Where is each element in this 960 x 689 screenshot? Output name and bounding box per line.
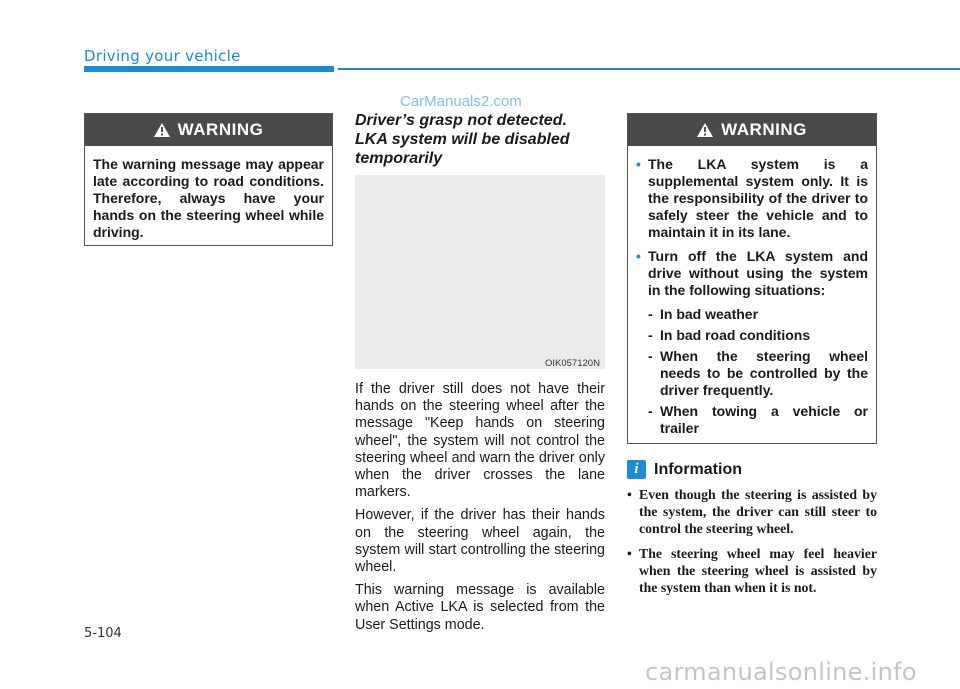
information-header [627, 460, 742, 479]
warning-title: WARNING [177, 120, 264, 139]
warning-triangle-icon [697, 123, 713, 137]
sub-item-text: In bad road conditions [660, 327, 811, 343]
paragraph: If the driver still does not have their hands on the steering wheel after the message "Keep hands on steering wheel", the system will not control the steering wheel and warn the driver only when the driver crosses the lane markers. [355, 381, 605, 501]
sub-item-text: When the steering wheel needs to be controlled by the driver frequently. [660, 348, 868, 398]
warning-sub-item: - In bad road conditions [648, 327, 868, 344]
information-text: Even though the steering is assisted by the system, the driver can still steer to control the steering wheel. [639, 487, 877, 537]
information-list [627, 486, 877, 603]
information-item [627, 486, 877, 538]
warning-box-right [627, 113, 877, 444]
bullet-text: The LKA system is a supplemental system only. It is the responsibility of the driver to safely steer the vehicle and to maintain it in its lane. [648, 156, 868, 240]
warning-sub-item: - When towing a vehicle or trailer [648, 403, 868, 436]
warning-title: WARNING [721, 120, 807, 139]
warning-triangle-icon [154, 123, 170, 137]
header-bar-thick [84, 66, 334, 72]
bullet-dot-icon: • [627, 545, 632, 561]
figure-image [355, 175, 605, 369]
warning-sub-item: - In bad weather [648, 306, 868, 323]
warning-sub-item: - When the steering wheel needs to be controlled by the driver frequently. [648, 348, 868, 398]
bullet-dot-icon: • [636, 248, 641, 264]
warning-text: The warning message may appear late according to road conditions. Therefore, always have your hands on the steering wheel while driving. [93, 156, 324, 240]
warning-list [628, 146, 876, 437]
subtitle-line-3: temporarily [355, 150, 443, 167]
info-icon: i [627, 460, 646, 479]
warning-header [85, 114, 332, 146]
warning-box-left [84, 113, 333, 246]
sub-item-text: When towing a vehicle or trailer [660, 403, 868, 436]
subtitle-line-1: Driver’s grasp not detected. [355, 112, 567, 129]
bullet-text: Turn off the LKA system and drive without using the system in the following situations: [648, 248, 868, 298]
warning-bullet [636, 248, 868, 299]
bullet-dot-icon: • [636, 156, 641, 172]
information-title: Information [654, 460, 742, 478]
information-text: The steering wheel may feel heavier when the steering wheel is assisted by the system than when it is not. [639, 545, 877, 596]
watermark-top: CarManuals2.com [400, 93, 522, 110]
warning-header [628, 114, 876, 146]
information-item [627, 545, 877, 597]
paragraph: This warning message is available when Active LKA is selected from the User Settings mode. [355, 582, 605, 633]
body-text [355, 381, 605, 640]
sub-item-text: In bad weather [660, 306, 759, 322]
section-title: Driving your vehicle [84, 47, 241, 65]
header-bar-thin [338, 68, 960, 70]
paragraph: However, if the driver has their hands on the steering wheel again, the system will start controlling the steering wheel. [355, 507, 605, 576]
page-number: 5-104 [84, 626, 122, 641]
watermark-bottom: carmanualsonline.info [645, 658, 917, 686]
message-subtitle [355, 111, 605, 168]
figure-code: OIK057120N [545, 358, 600, 369]
bullet-dot-icon: • [627, 487, 632, 502]
warning-bullet [636, 156, 868, 241]
subtitle-line-2: LKA system will be disabled [355, 131, 570, 148]
